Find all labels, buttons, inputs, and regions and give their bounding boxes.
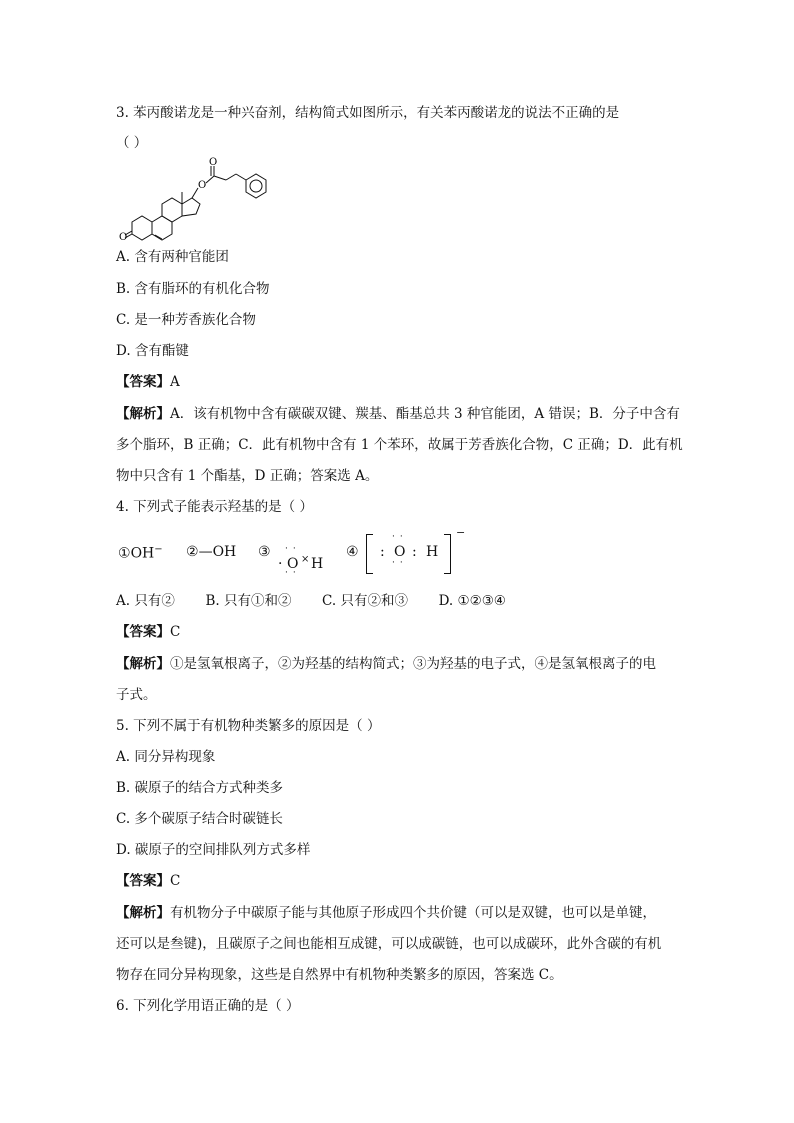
q4-option-a: A. 只有② [116, 593, 175, 609]
answer-label: 【答案】 [116, 374, 170, 390]
q5-option-a: A. 同分异构现象 [116, 749, 216, 765]
q5-option-d: D. 碳原子的空间排队列方式多样 [116, 842, 311, 858]
q4-option-d: D. ①②③④ [438, 593, 506, 609]
q4-analysis-line-1 [116, 654, 656, 674]
answer-value: C [170, 873, 181, 889]
answer-value: A [170, 374, 180, 390]
q5-answer [116, 871, 180, 891]
formula-2-text: —OH [198, 544, 237, 560]
formula-3-hydrogen: H [311, 556, 324, 572]
analysis-label: 【解析】 [116, 905, 170, 921]
answer-label: 【答案】 [116, 624, 170, 640]
ring-c [162, 198, 182, 222]
q5-stem: 5. 下列不属于有机物种类繁多的原因是（ ） [116, 718, 381, 734]
q3-answer [116, 372, 180, 392]
formula-4-colon-left: : [380, 544, 385, 560]
formula-2-number: ② [186, 544, 199, 560]
formula-4-oxygen: O [394, 544, 406, 560]
formula-1-charge: − [154, 544, 163, 555]
q3-analysis-line-3: 物中只含有 1 个酯基，D 正确；答案选 A。 [116, 468, 379, 484]
formula-3-cross: × [301, 554, 310, 565]
ester-oxygen-label: O [198, 180, 207, 191]
q3-analysis-line-2: 多个脂环，B 正确；C．此有机物中含有 1 个苯环，故属于芳香族化合物，C 正确；D．此有机 [116, 437, 683, 453]
analysis-text: 有机物分子中碳原子能与其他原子形成四个共价键（可以是双键，也可以是单键， [170, 905, 656, 921]
q4-analysis-line-2: 子式。 [116, 687, 157, 703]
q6-stem: 6. 下列化学用语正确的是（ ） [116, 998, 300, 1014]
benzene-ring [246, 174, 266, 198]
lone-pair-bottom: ·· [285, 568, 301, 578]
ring-a [132, 216, 152, 240]
formula-1-text: OH [130, 545, 155, 562]
formula-3-oxygen: O [287, 556, 299, 572]
q4-answer [116, 622, 180, 642]
q5-option-b: B. 碳原子的结合方式种类多 [116, 780, 284, 796]
q3-stem: 3. 苯丙酸诺龙是一种兴奋剂，结构简式如图所示，有关苯丙酸诺龙的说法不正确的是 [116, 105, 620, 121]
lone-pair-bottom-4: ·· [392, 558, 408, 568]
ketone-oxygen-label: O [119, 232, 128, 243]
formula-1-number: ① [118, 545, 131, 562]
analysis-label: 【解析】 [116, 656, 170, 672]
q3-analysis-line-1 [116, 404, 680, 424]
q4-stem: 4. 下列式子能表示羟基的是（ ） [116, 499, 313, 515]
formula-2 [186, 544, 236, 560]
q4-formula-row [116, 526, 476, 578]
formula-1 [118, 544, 163, 562]
q5-option-c: C. 多个碳原子结合时碳链长 [116, 811, 283, 827]
q4-option-c: C. 只有②和③ [322, 593, 408, 609]
carbonyl-oxygen-label: O [209, 157, 218, 168]
right-bracket [444, 534, 451, 574]
formula-4-hydrogen: H [426, 544, 439, 560]
q3-answer-paren: （ ） [116, 135, 148, 151]
lone-pair-top: ·· [285, 544, 301, 554]
lone-pair-top-4: ·· [392, 532, 408, 542]
q4-options [116, 591, 506, 611]
dot-left: · [278, 556, 283, 572]
answer-label: 【答案】 [116, 873, 170, 889]
q5-analysis-line-2: 还可以是叁键)，且碳原子之间也能相互成键，可以成碳链，也可以成碳环，此外含碳的有机 [116, 936, 662, 952]
q3-option-b: B. 含有脂环的有机化合物 [116, 281, 270, 297]
q3-option-a: A. 含有两种官能团 [116, 249, 229, 265]
q3-option-c: C. 是一种芳香族化合物 [116, 312, 256, 328]
q5-analysis-line-1 [116, 903, 656, 923]
q4-option-b: B. 只有①和② [205, 593, 292, 609]
ring-b [152, 216, 172, 240]
q3-option-d: D. 含有酯键 [116, 343, 189, 359]
analysis-text: ①是氢氧根离子，②为羟基的结构简式；③为羟基的电子式，④是氢氧根离子的电 [170, 656, 656, 672]
formula-3-number: ③ [258, 544, 271, 560]
formula-3 [258, 544, 335, 578]
left-bracket [366, 534, 373, 574]
q5-analysis-line-3: 物存在同分异构现象，这些是自然界中有机物种类繁多的原因，答案选 C。 [116, 967, 563, 983]
analysis-text: A．该有机物中含有碳碳双键、羰基、酯基总共 3 种官能团，A 错误；B．分子中含有 [170, 406, 680, 422]
steroid-structure-diagram [118, 156, 278, 248]
formula-4-charge: − [456, 526, 466, 539]
formula-4-number: ④ [346, 544, 359, 560]
formula-4-colon-right: : [412, 544, 417, 560]
analysis-label: 【解析】 [116, 406, 170, 422]
ring-d [182, 198, 200, 216]
answer-value: C [170, 624, 181, 640]
